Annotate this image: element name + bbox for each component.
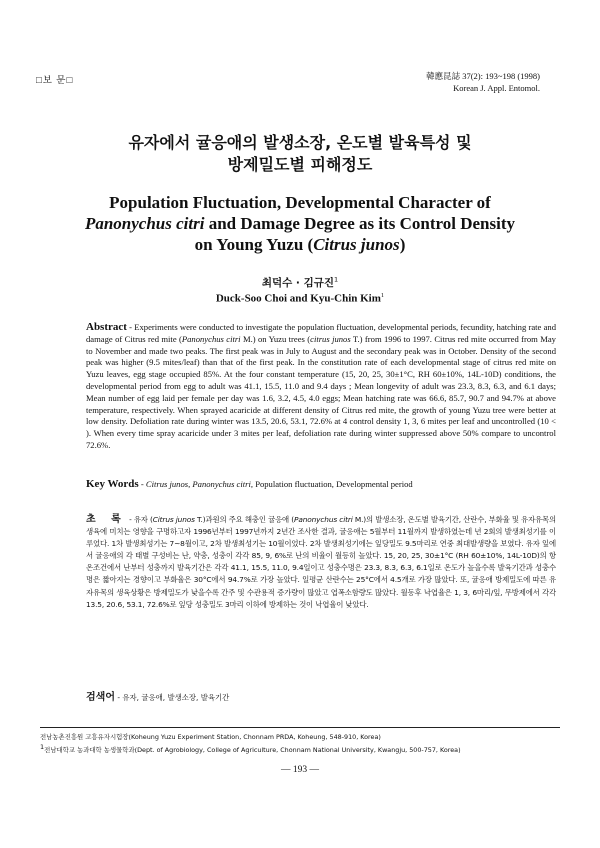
journal-citation: 韓應昆誌 37(2): 193~198 (1998): [426, 71, 540, 81]
keywords-dash: -: [138, 479, 146, 489]
abstract-korean: [86, 514, 556, 611]
keyword-2: Panonychus citri: [192, 479, 251, 489]
keywords-sep: ,: [188, 479, 193, 489]
abstract-korean-text-2: T.)과원의 주요 해충인 귤응애 (: [194, 515, 295, 524]
abstract-korean-italic-2: Panonychus citri: [294, 515, 353, 524]
title-korean-line2: 방제밀도별 피해정도: [227, 155, 373, 174]
authors-english: [40, 292, 560, 305]
title-english-line3: [40, 234, 560, 255]
keywords: [86, 478, 556, 490]
title-korean: [40, 132, 560, 176]
abstract-korean-text-1: - 유자 (: [126, 515, 153, 524]
title-english: [40, 192, 560, 255]
page-number: — 193 —: [281, 765, 319, 775]
authors-english-names: Duck-Soo Choi and Kyu-Chin Kim: [215, 292, 381, 305]
keyword-1: Citrus junos: [145, 479, 189, 489]
section-label: □보 문□: [36, 76, 74, 86]
abstract-italic-2: citrus junos: [310, 333, 351, 344]
title-english-line3-post: ): [399, 235, 406, 254]
authors-korean-names: 최덕수 · 김규진: [261, 277, 335, 289]
abstract-korean-text-3: M.)의 발생소장, 온도별 발육기간, 산란수, 부화율 및 유자유목의 생육에 미치는 영향을 구명하고자 1996년부터 1997년까지 2년간 조사한 결과, 귤응애는 5월부터 11월까지 발생하였는데 년 2회의 발생최성기를 이루었다. 1차 발생최성기는 7~8월이고, 2차 발생최성기는 10월이었다. 2차 발생최성기에는 잎당밀도 9.5마리로 연중 최대발생량을 보였다. 유자 잎에서 귤응애의 각 태별 구성비는 난, 약충, 성충이 각각 85, 9, 6%로 난의 비율이 월등히 높았다. 15, 20, 25, 30±1°C (RH 60±10%, 14L-10D)의 항온조건에서 난부터 성충까지 발육기간은 각각 41.1, 15.5, 11.0, 9.4일이고 성충수명은 23.3, 8.3, 6.3, 6.1일로 온도가 높을수록 발육기간과 성충수명은 짧아지는 경향이고 부화율은 30°C에서 94.7%로 가장 높았다. 일평균 산란수는 25°C에서 4.5개로 가장 많았다. 또, 귤응애 방제밀도에 따른 유자유목의 생육상황은 방제밀도가 낮을수록 간주 및 수관용적 증가량이 많았고 엽폭소함량도 많았다. 월동후 낙엽율은 1, 3, 6마리/잎, 무방제에서 각각 13.5, 20.6, 53.1, 72.6%로 잎당 성충밀도 3마리 이하에 방제하는 것이 낙엽율이 낮았다.: [86, 515, 556, 609]
abstract-italic-1: Panonychus citri: [181, 333, 241, 344]
keywords-korean-text: - 유자, 귤응애, 발생소장, 발육기간: [114, 693, 230, 702]
abstract-text-3: T.) from 1996 to 1997. Citrus red mite occurred from May to November and made two peaks. The first peak was in July to August and the secondary peak was in October. Density of the second peak was higher (9.5 mites/leaf) than that of the first peak. In the constitution rate of each developmental stage of citrus red mite on Yuzu leaves, egg stage occupied 85%. At the four constant temperature (15, 20, 25, 30±1°C, RH 60±10%, 14L-10D) conditions, the developmental period from egg to adult was 41.1, 15.5, 11.0 and 9.4 days ; Mean longevity of adult was 23.3, 8.3, 6.3, and 6.1 days; Mean number of egg laid per female per day was 1.6, 3.2, 4.5, 4.0 eggs; Mean hatching rate was 66.6, 85.7, 90.7 and 94.7% at above temperature, respectively. When sprayed acaricide at different density of Citrus red mite, the growth of young Yuzu tree were better at low density. Defoliation rate during winter was 13.5, 20.6, 53.1, 72.6% at 4 control density 1, 3, 6 mites per leaf and uncontrolled (10 < ). When every time spray acaricide under 3 mites per leaf, defoliation rate during winter suppressed above 50% compare to uncontrol 72.6%.: [86, 333, 556, 450]
keywords-label: Key Words: [86, 478, 139, 490]
abstract: [86, 322, 556, 452]
keywords-korean-label: 검색어: [86, 692, 115, 703]
title-english-line2-rest: and Damage Degree as its Control Density: [204, 214, 516, 233]
footnote-divider: [40, 727, 560, 728]
abstract-text-2: M.) on Yuzu trees (: [240, 333, 311, 344]
title-korean-line1: 유자에서 귤응애의 발생소장, 온도별 발육특성 및: [128, 133, 472, 152]
title-english-line3-pre: on Young Yuzu (: [194, 235, 314, 254]
title-english-line2: [40, 213, 560, 234]
authors-korean: [40, 275, 560, 290]
footnote-2: [40, 742, 570, 756]
title-english-line1: Population Fluctuation, Developmental Character of: [109, 193, 491, 212]
abstract-label: Abstract: [86, 321, 127, 333]
footnote-2-mark: 1: [40, 743, 45, 751]
title-species-name: Panonychus citri: [84, 214, 205, 233]
abstract-korean-label: 초 록: [86, 514, 127, 525]
keywords-rest: , Population fluctuation, Developmental period: [250, 479, 413, 489]
abstract-korean-italic-1: Citrus junos: [152, 515, 195, 524]
authors-english-affil: 1: [380, 292, 385, 299]
authors-korean-affil: 1: [334, 275, 339, 284]
title-host-name: Citrus junos: [313, 235, 400, 254]
abstract-text-1: - Experiments were conducted to investigate the population fluctuation, developmental periods, fecundity, hatching rate and damage of Citrus red mite (: [86, 322, 556, 344]
footnote-2-text: 전남대학교 농과대학 농생물학과(Dept. of Agrobiology, College of Agriculture, Chonnam National University, Kwangju, 500-757, Korea): [44, 746, 461, 755]
keywords-korean: [86, 688, 556, 703]
journal-name: Korean J. Appl. Entomol.: [453, 83, 540, 93]
footnote-1: 전남농촌진흥원 고흥유자시험장(Koheung Yuzu Experiment Station, Chonnam PRDA, Koheung, 548-910, Korea): [40, 733, 381, 741]
journal-info: [426, 70, 540, 94]
